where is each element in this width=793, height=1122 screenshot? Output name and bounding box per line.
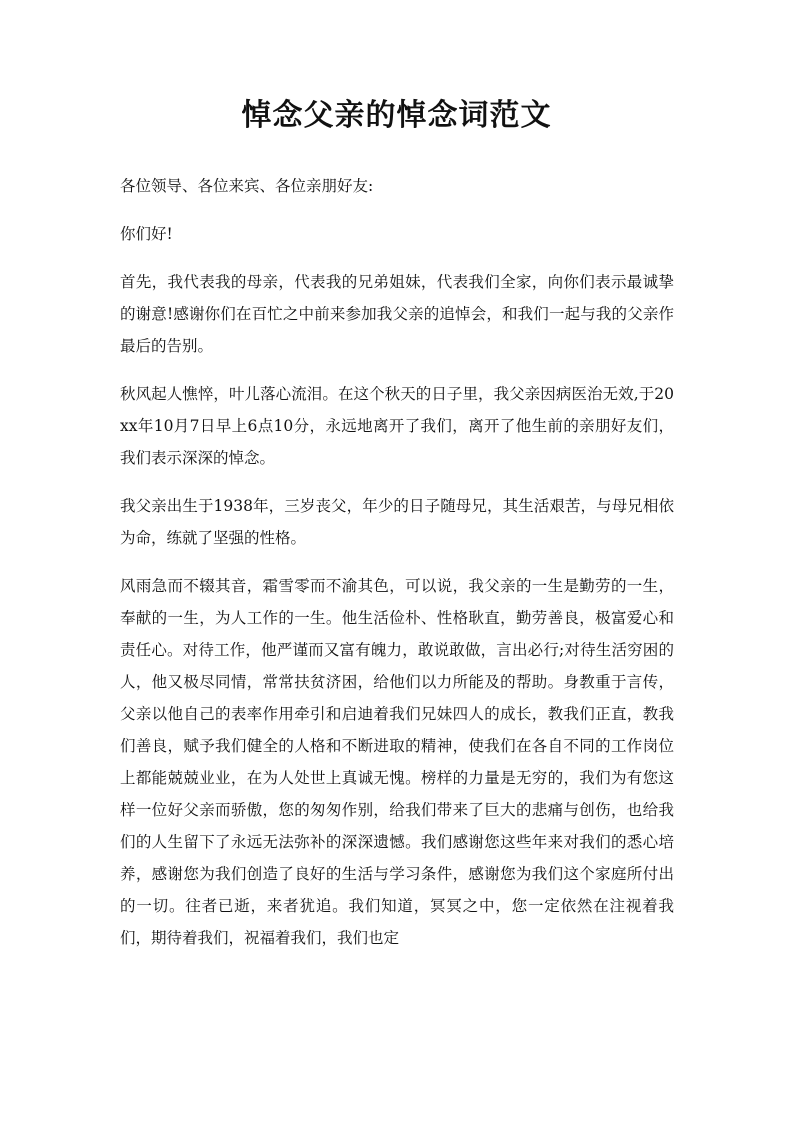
paragraph-tribute: 风雨急而不辍其音，霜雪零而不渝其色，可以说，我父亲的一生是勤劳的一生，奉献的一生，为人工作的一生。他生活俭朴、性格耿直，勤劳善良，极富爱心和责任心。对待工作，他严谨而又富有魄力，敢说敢做，言出必行;对待生活穷困的人，他又极尽同情，常常扶贫济困，给他们以力所能及的帮助。身教重于言传，父亲以他自己的表率作用牵引和启迪着我们兄妹四人的成长，教我们正直，教我们善良，赋予我们健全的人格和不断进取的精神，使我们在各自不同的工作岗位上都能兢兢业业，在为人处世上真诚无愧。榜样的力量是无穷的，我们为有您这样一位好父亲而骄傲，您的匆匆作别，给我们带来了巨大的悲痛与创伤，也给我们的人生留下了永远无法弥补的深深遗憾。我们感谢您这些年来对我们的悉心培养，感谢您为我们创造了良好的生活与学习条件，感谢您为我们这个家庭所付出的一切。往者已逝，来者犹追。我们知道，冥冥之中，您一定依然在注视着我们，期待着我们，祝福着我们，我们也定 [120, 577, 674, 947]
document-body [120, 170, 674, 970]
paragraph-salutation: 各位领导、各位来宾、各位亲朋好友: [120, 177, 374, 195]
paragraph-thanks: 首先，我代表我的母亲，代表我的兄弟姐妹，代表我们全家，向你们表示最诚挚的谢意!感谢你们在百忙之中前来参加我父亲的追悼会，和我们一起与我的父亲作最后的告别。 [120, 273, 674, 355]
document-title: 悼念父亲的悼念词范文 [241, 98, 552, 133]
paragraph-passing: 秋风起人憔悴，叶儿落心流泪。在这个秋天的日子里，我父亲因病医治无效,于20xx年10月7日早上6点10分，永远地离开了我们，离开了他生前的亲朋好友们，我们表示深深的悼念。 [120, 385, 674, 467]
paragraph-greeting: 你们好! [120, 225, 173, 243]
paragraph-early-life: 我父亲出生于1938年，三岁丧父，年少的日子随母兄，其生活艰苦，与母兄相依为命，练就了坚强的性格。 [120, 497, 674, 547]
